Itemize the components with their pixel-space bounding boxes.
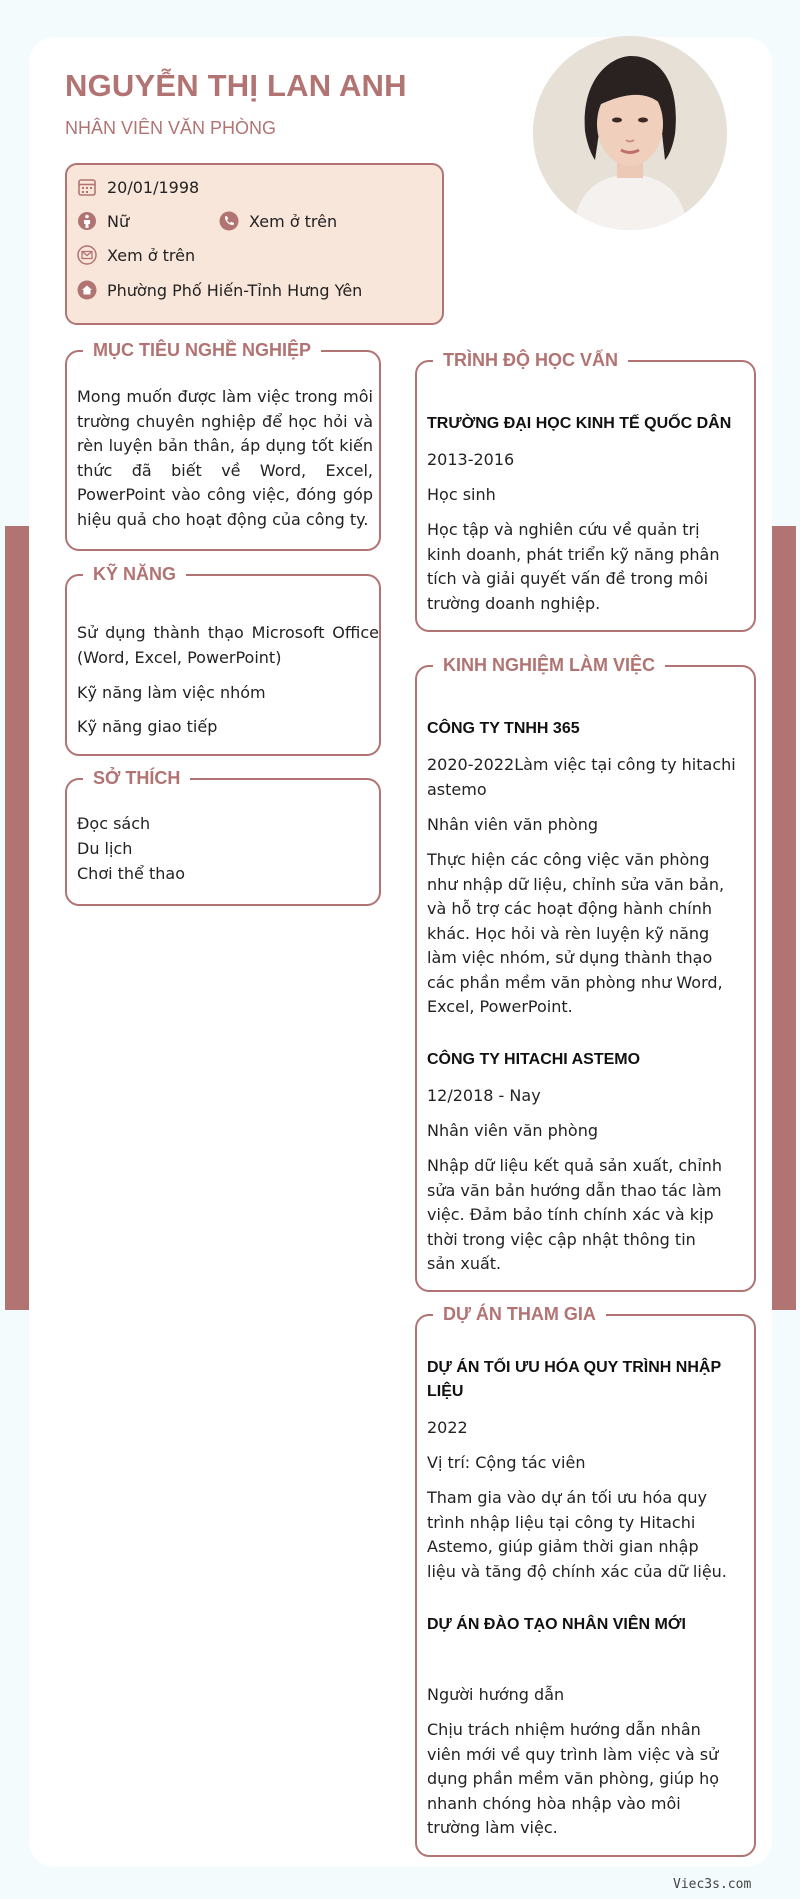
job-company: CÔNG TY TNHH 365 xyxy=(427,720,580,737)
gender-row xyxy=(77,211,129,231)
portrait-image xyxy=(533,36,727,230)
hobbies-title: SỞ THÍCH xyxy=(83,766,190,790)
phone-value: Xem ở trên xyxy=(249,211,338,231)
education-section xyxy=(415,350,756,632)
project-name: DỰ ÁN ĐÀO TẠO NHÂN VIÊN MỚI xyxy=(427,1616,686,1633)
project-description: Chịu trách nhiệm hướng dẫn nhân viên mới về quy trình làm việc và sử dụng phần mềm văn phòng, giúp họ nhanh chóng hòa nhập vào môi trường làm việc. xyxy=(427,1720,720,1837)
address-row xyxy=(77,280,362,300)
objective-text: Mong muốn được làm việc trong môi trường chuyên nghiệp để học hỏi và rèn luyện bản thân, áp dụng tốt kiến thức đã biết về Word, Excel, PowerPoint vào công việc, đóng góp hiệu quả cho hoạt động của công ty. xyxy=(77,387,373,529)
education-role: Học sinh xyxy=(427,485,496,504)
projects-title: DỰ ÁN THAM GIA xyxy=(433,1302,606,1326)
school-name: TRƯỜNG ĐẠI HỌC KINH TẾ QUỐC DÂN xyxy=(427,415,732,432)
education-description: Học tập và nghiên cứu về quản trị kinh doanh, phát triển kỹ năng phân tích và giải quyết vấn đề trong môi trường doanh nghiệp. xyxy=(427,520,720,613)
hobby-item: Chơi thể thao xyxy=(77,864,185,883)
right-accent-bar xyxy=(772,526,796,1310)
project-role: Người hướng dẫn xyxy=(427,1685,565,1704)
job-company: CÔNG TY HITACHI ASTEMO xyxy=(427,1051,641,1068)
job-period: 12/2018 - Nay xyxy=(427,1086,541,1105)
hobbies-section xyxy=(65,768,381,906)
gender-value: Nữ xyxy=(107,211,130,231)
footer-watermark: Viec3s.com xyxy=(673,1877,752,1892)
candidate-job-title: NHÂN VIÊN VĂN PHÒNG xyxy=(65,118,277,138)
project-year: 2022 xyxy=(427,1418,468,1437)
birthday-value: 20/01/1998 xyxy=(107,177,200,197)
job-period: 2020-2022Làm việc tại công ty hitachi astemo xyxy=(427,755,736,799)
address-value: Phường Phố Hiến-Tỉnh Hưng Yên xyxy=(107,280,363,300)
hobby-item: Du lịch xyxy=(77,839,133,858)
education-period: 2013-2016 xyxy=(427,450,515,469)
candidate-name: NGUYỄN THỊ LAN ANH xyxy=(65,68,407,103)
gender-icon xyxy=(77,211,97,231)
calendar-icon xyxy=(77,177,97,197)
experience-title: KINH NGHIỆM LÀM VIỆC xyxy=(433,653,665,677)
skill-item: Kỹ năng giao tiếp xyxy=(77,717,218,736)
objective-title: MỤC TIÊU NGHỀ NGHIỆP xyxy=(83,338,321,362)
projects-section xyxy=(415,1304,756,1857)
home-icon xyxy=(77,280,97,300)
experience-section xyxy=(415,655,756,1292)
birthday-row xyxy=(77,177,199,197)
phone-row xyxy=(219,211,337,231)
hobby-item: Đọc sách xyxy=(77,814,151,833)
objective-section xyxy=(65,340,381,551)
project-name: DỰ ÁN TỐI ƯU HÓA QUY TRÌNH NHẬP LIỆU xyxy=(427,1359,721,1400)
mail-icon xyxy=(77,245,97,265)
skills-section xyxy=(65,564,381,756)
skill-item: Sử dụng thành thạo Microsoft Office (Word, Excel, PowerPoint) xyxy=(77,623,379,667)
left-accent-bar xyxy=(5,526,29,1310)
job-position: Nhân viên văn phòng xyxy=(427,815,599,834)
project-role: Vị trí: Cộng tác viên xyxy=(427,1453,586,1472)
email-row xyxy=(77,245,195,265)
email-value: Xem ở trên xyxy=(107,245,196,265)
skills-title: KỸ NĂNG xyxy=(83,562,186,586)
education-title: TRÌNH ĐỘ HỌC VẤN xyxy=(433,348,628,372)
project-description: Tham gia vào dự án tối ưu hóa quy trình nhập liệu tại công ty Hitachi Astemo, giúp giảm thời gian nhập liệu và tăng độ chính xác của dữ liệu. xyxy=(427,1488,727,1581)
job-description: Thực hiện các công việc văn phòng như nhập dữ liệu, chỉnh sửa văn bản, và hỗ trợ các hoạt động hành chính khác. Học hỏi và rèn luyện kỹ năng làm việc nhóm, sử dụng thành thạo các phần mềm văn phòng như Word, Excel, PowerPoint. xyxy=(427,850,725,1016)
avatar xyxy=(533,36,727,230)
job-position: Nhân viên văn phòng xyxy=(427,1121,599,1140)
skill-item: Kỹ năng làm việc nhóm xyxy=(77,683,266,702)
job-description: Nhập dữ liệu kết quả sản xuất, chỉnh sửa văn bản hướng dẫn thao tác làm việc. Đảm bảo tính chính xác và kịp thời trong việc cập nhật thông tin sản xuất. xyxy=(427,1156,723,1273)
phone-icon xyxy=(219,211,239,231)
